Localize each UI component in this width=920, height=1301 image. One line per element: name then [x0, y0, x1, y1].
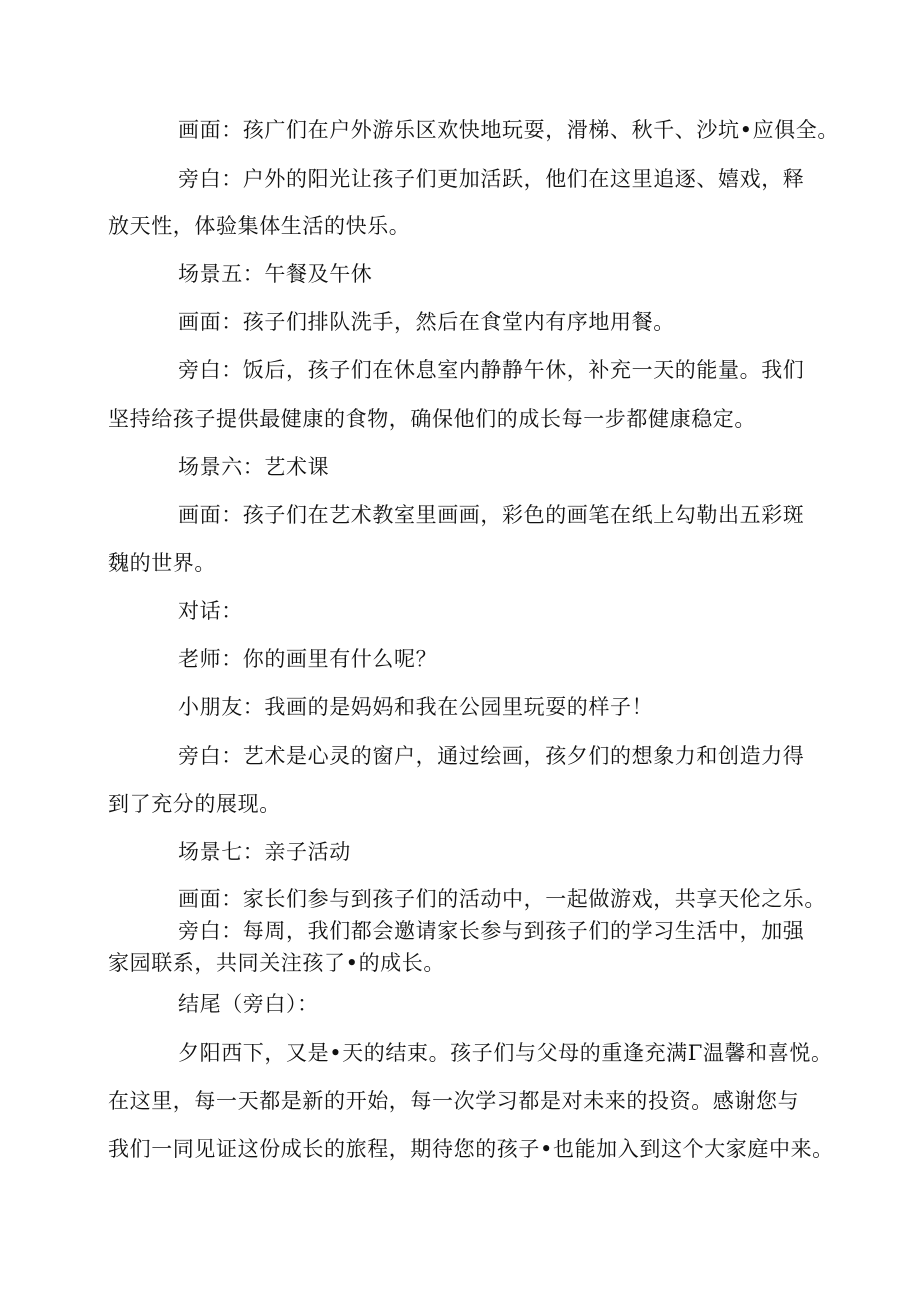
paragraph-line: 画面：孩子们排队洗手，然后在食堂内有序地用餐。 — [178, 310, 675, 334]
paragraph-line: 画面：家长们参与到孩子们的活动中，一起做游戏，共享天伦之乐。 — [178, 887, 826, 911]
paragraph-line: 对话： — [178, 599, 243, 623]
paragraph-line: 放天性，体验集体生活的快乐。 — [108, 214, 411, 238]
paragraph-line: 家园联系，共同关注孩了•的成长。 — [108, 951, 445, 975]
paragraph-line: 旁白：每周，我们都会邀请家长参与到孩子们的学习生活中，加强 — [178, 919, 805, 943]
section-heading: 结尾（旁白）： — [178, 992, 319, 1016]
paragraph-line: 夕阳西下，又是•天的结束。孩子们与父母的重逢充满Γ温馨和喜悦。 — [178, 1041, 833, 1065]
paragraph-line: 魏的世界。 — [108, 551, 216, 575]
paragraph-line: 画面：孩子们在艺术教室里画画，彩色的画笔在纸上勾勒出五彩斑 — [178, 503, 805, 527]
paragraph-line: 旁白：艺术是心灵的窗户，通过绘画，孩夕们的想象力和创造力得 — [178, 744, 805, 768]
paragraph-line: 老师：你的画里有什么呢？ — [178, 647, 438, 671]
paragraph-line: 画面：孩广们在户外游乐区欢快地玩耍，滑梯、秋千、沙坑•应俱全。 — [178, 118, 839, 142]
section-heading: 场景五：午餐及午休 — [178, 262, 373, 286]
section-heading: 场景七：亲子活动 — [178, 840, 351, 864]
paragraph-line: 旁白：户外的阳光让孩子们更加活跃，他们在这里追逐、嬉戏，释 — [178, 167, 805, 191]
paragraph-line: 到了充分的展现。 — [108, 792, 281, 816]
paragraph-line: 坚持给孩子提供最健康的食物，确保他们的成长每一步都健康稳定。 — [108, 407, 756, 431]
paragraph-line: 小朋友：我画的是妈妈和我在公园里玩耍的样子！ — [178, 695, 654, 719]
paragraph-line: 旁白：饭后，孩子们在休息室内静静午休，补充一天的能量。我们 — [178, 358, 805, 382]
paragraph-line: 我们一同见证这份成长的旅程，期待您的孩子•也能加入到这个大家庭中来。 — [108, 1137, 834, 1161]
section-heading: 场景六：艺术课 — [178, 455, 330, 479]
paragraph-line: 在这里，每一天都是新的开始，每一次学习都是对未来的投资。感谢您与 — [108, 1089, 800, 1113]
